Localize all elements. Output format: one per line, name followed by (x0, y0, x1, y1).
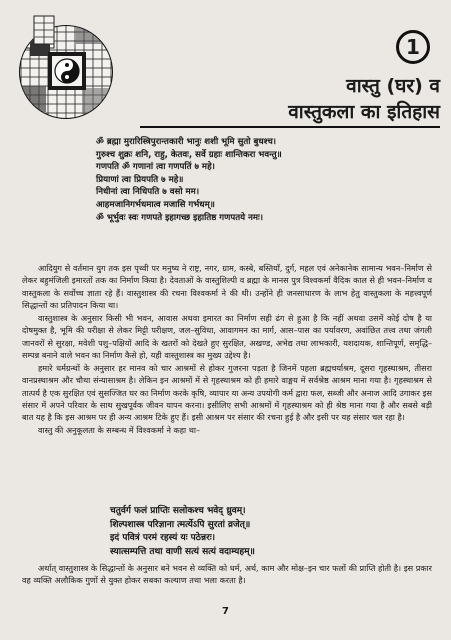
shloka-line: इदं पवित्रं परमं रहस्यं यः पठेन्नरः। (110, 533, 216, 544)
verse-line: ॐ भूर्भुवः स्वः गणपते इहागच्छ इहातिष्ठ गणपतये नमः। (96, 212, 264, 223)
verse-line: प्रियाणां त्वा प्रियपति ७ महे॥ (96, 174, 184, 185)
body-text (22, 262, 432, 436)
verse-line: ॐ ब्रह्मा मुरारिस्त्रिपुरान्तकारी भानुः शशी भूमि सुतो बुधश्च। (96, 137, 277, 147)
invocation-verses (96, 136, 436, 224)
shloka-line: शिल्पशास्त्र परिज्ञाना त्मर्त्येऽपि सुरतां व्रजेत्॥ (110, 519, 251, 530)
page-number: 7 (222, 606, 229, 617)
verse-line: गणपति ॐ गणानां त्वा गणपतिं ७ महे। (96, 162, 215, 173)
paragraph: वास्तुशास्त्र के अनुसार किसी भी भवन, आवास अथवा इमारत का निर्माण सही ढंग से हुआ है कि नहीं अथवा उसमें कोई दोष है या दोषमुक्त है, भूमि की परीक्षा से लेकर मिट्टी परीक्षण, जल–सुविधा, आवागमन का मार्ग, आस–पास का पर्यावरण, अवांछित तत्त्व तथा जंगली जानवरों से सुरक्षा, मवेशी पशु–पक्षियों आदि के खतरों को देखते हुए सुरक्षित, अखण्ड, अभेद्य तथा लाभकारी, यशदायक, शान्तिपूर्ण, समृद्धि–सम्पन्न बनाने वाले भवन का निर्माण कैसे हो, यही वास्तुशास्त्र का मुख्य उद्देश्य है। (22, 312, 432, 361)
shloka-line: चतुर्वर्ग फलं प्राप्तिः सलोकश्च भवेद् ध्रुवम्। (110, 506, 246, 516)
verse-line: निधीनां त्वा निधिपति ७ वसो मम। (96, 187, 200, 198)
paragraph: वास्तु की अनुकूलता के सम्बन्ध में विश्वकर्मा ने कहा था– (38, 424, 201, 435)
title-underline (140, 126, 440, 128)
paragraph: हमारे धर्मग्रन्थों के अनुसार हर मानव को चार आश्रमों से होकर गुजरना पड़ता है जिनमें पहला ब्रह्मचर्याश्रम, दूसरा गृहस्थाश्रम, तीसरा वानप्रस्थाश्रम और चौथा संन्यासाश्रम है। लेकिन इन आश्रमों में से गृहस्थाश्रम को ही हमारे वाङ्मय में सर्वश्रेष्ठ आश्रम माना गया है। गृहस्थाश्रम से तात्पर्य है एक सुरक्षित एवं सुसज्जित घर का निर्माण करके कृषि, व्यापार या अन्य उपयोगी कर्म द्वारा फल, सब्जी और अनाज आदि उगाकर इस संसार में अपने परिवार के साथ सुखपूर्वक जीवन यापन करना। इसीलिए सभी आश्रमों में गृहस्थाश्रम को ही श्रेष्ठ माना गया है और सबसे बड़ी बात यह है कि इस आश्रम पर ही अन्य आश्रम टिके हुए हैं। इसी आश्रम पर संसार की रचना हुई है और इसी पर यह संसार चल रहा है। (22, 362, 432, 423)
yin-yang-icon (55, 59, 79, 83)
chapter-title-line-2: वास्तुकला का इतिहास (288, 101, 440, 123)
chapter-title-line-1: वास्तु (घर) व (346, 75, 440, 97)
vastu-grid-emblem (12, 14, 120, 122)
paragraph: आदियुग से वर्तमान युग तक इस पृथ्वी पर मनुष्य ने राष्ट्र, नगर, ग्राम, कस्बे, बस्तियाँ, दुर्ग, महल एवं अनेकानेक सामान्य भवन–निर्माण से लेकर बहुमंजिली इमारतों तक का निर्माण किया है। देवताओं के वास्तुशिल्पी व ब्रह्मा के मानस पुत्र विश्वकर्मा वैदिक काल से ही भवन–निर्माण व वास्तुकला के सर्वोच्च ज्ञाता रहे हैं। वास्तुशास्त्र की रचना विश्वकर्मा ने की थी। उन्होंने ही जनसाधारण के लाभ हेतु वास्तुकला के महत्त्वपूर्ण सिद्धान्तों का प्रतिपादन किया था। (22, 263, 432, 311)
verse-line: आहमजानिगर्भधमात्व मजासि गर्भधम्॥ (96, 199, 215, 210)
verse-line: गुरुश्च शुक्रः शनि, राहु, केतवः, सर्वे ग्रहाः शान्तिकरा भवन्तु॥ (96, 149, 282, 160)
paragraph: अर्थात् वास्तुशास्त्र के सिद्धान्तों के अनुसार बने भवन से व्यक्ति को धर्म, अर्थ, काम और मोक्ष–इन चार फलों की प्राप्ति होती है। इस प्रकार वह व्यक्ति अलौकिक गुणों से युक्त होकर सबका कल्याण तथा भला करता है। (22, 563, 432, 586)
closing-text (22, 562, 432, 587)
chapter-number: 1 (396, 30, 430, 64)
shloka-line: स्यात्सम्पत्ति तथा वाणी सत्यं सत्यं वदाम्यहम्॥ (110, 546, 255, 557)
shloka-block (110, 505, 370, 559)
